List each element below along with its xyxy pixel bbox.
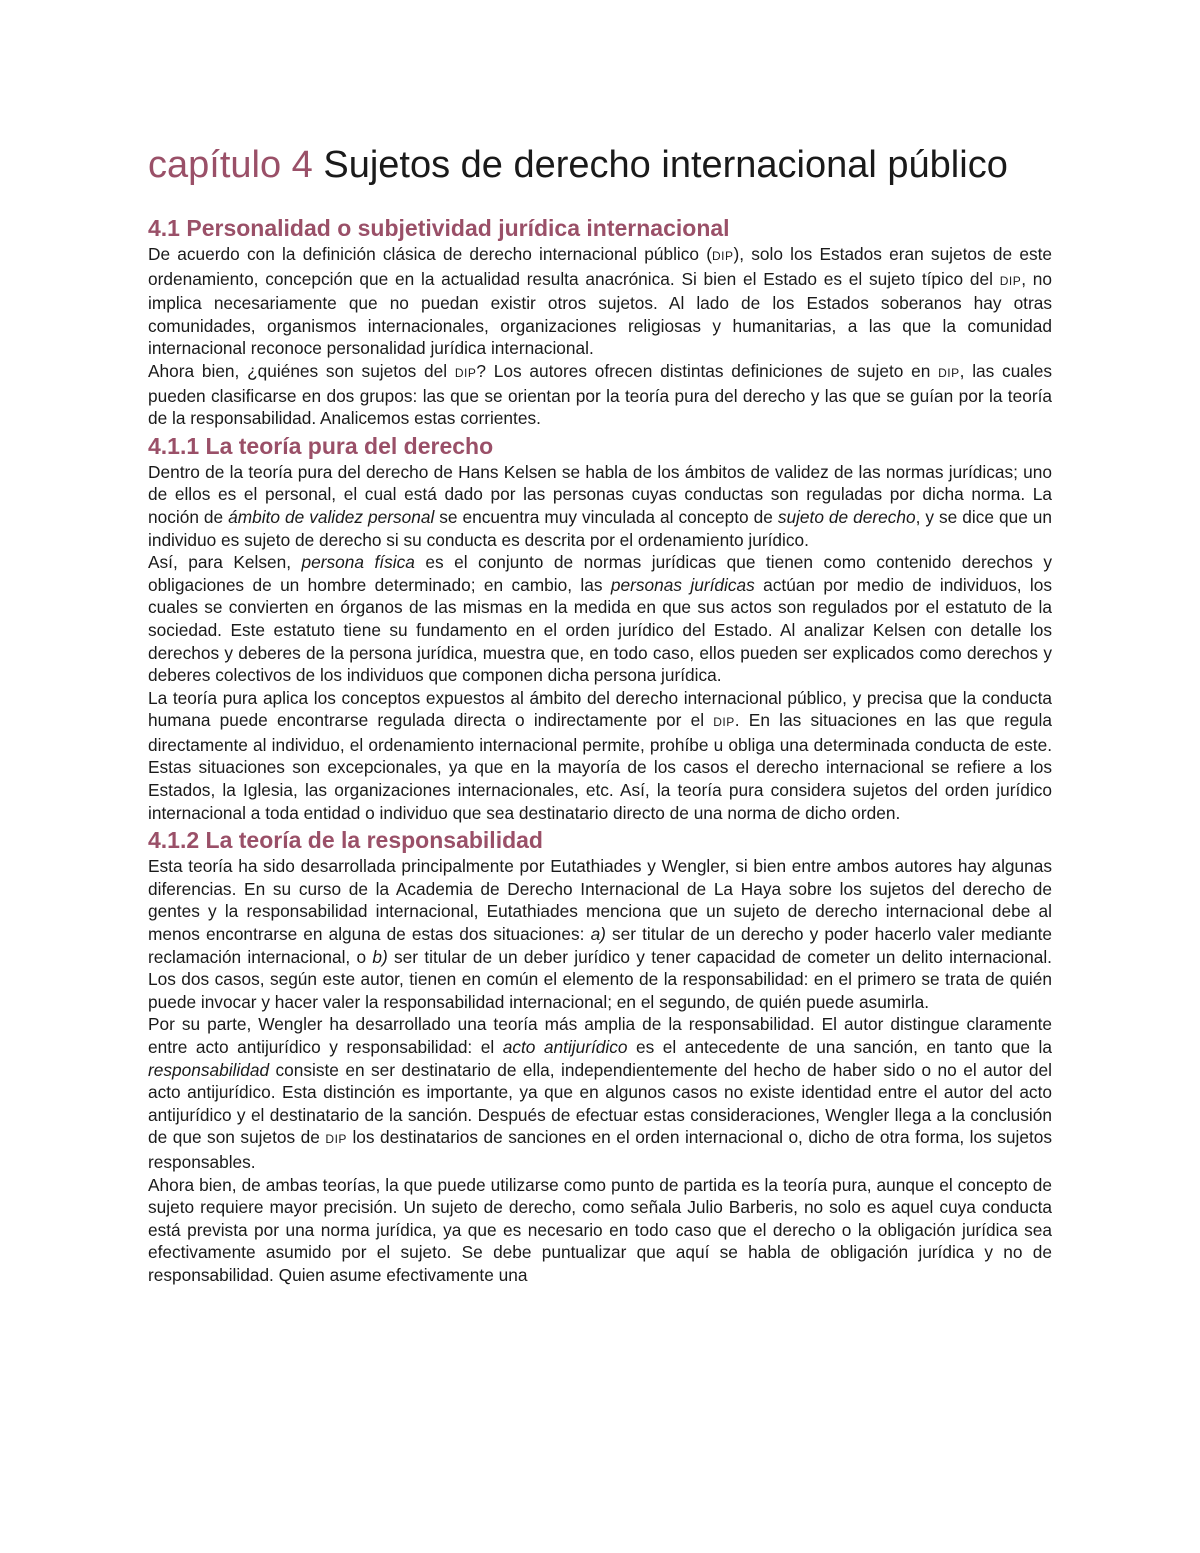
paragraph-4-1-1-b: Así, para Kelsen, persona física es el conjunto de normas jurídicas que tienen como contenido derechos y obligaciones de un hombre determinado; en cambio, las personas jurídicas actúan por medio de individuos, los cuales se convierten en órganos de las mismas en la medida en que sus actos son regulados por el estatuto de la sociedad. Este estatuto tiene su fundamento en el orden jurídico del Estado. Al analizar Kelsen con detalle los derechos y deberes de la persona jurídica, muestra que, en todo caso, ellos pueden ser explicados como derechos y deberes colectivos de los individuos que componen dicha persona jurídica. <box>148 552 1052 686</box>
chapter-number: capítulo 4 <box>148 144 313 186</box>
document-page <box>148 140 1052 1287</box>
section-heading-4-1: 4.1 Personalidad o subjetividad jurídica internacional <box>148 215 730 241</box>
chapter-name: Sujetos de derecho internacional público <box>323 144 1008 186</box>
paragraph-4-1-2-b: Por su parte, Wengler ha desarrollado una teoría más amplia de la responsabilidad. El autor distingue claramente entre acto antijurídico y responsabilidad: el acto antijurídico es el antecedente de una sanción, en tanto que la responsabilidad consiste en ser destinatario de ella, independientemente del hecho de haber sido o no el autor del acto antijurídico. Esta distinción es importante, ya que en algunos casos no existe identidad entre el autor del acto antijurídico y el destinatario de la sanción. Después de efectuar estas consideraciones, Wengler llega a la conclusión de que son sujetos de DIP los destinatarios de sanciones en el orden internacional o, dicho de otra forma, los sujetos responsables. <box>148 1014 1053 1172</box>
paragraph-4-1-2-c: Ahora bien, de ambas teorías, la que puede utilizarse como punto de partida es la teoría pura, aunque el concepto de sujeto requiere mayor precisión. Un sujeto de derecho, como señala Julio Barberis, no solo es aquel cuya conducta está prevista por una norma jurídica, ya que es necesario en todo caso que el derecho o la obligación jurídica sea efectivamente asumido por el sujeto. Se debe puntualizar que aquí se habla de obligación jurídica y no de responsabilidad. Quien asume efectivamente una <box>148 1174 1052 1285</box>
paragraph-4-1-a: De acuerdo con la definición clásica de derecho internacional público (DIP), solo los Estados eran sujetos de este ordenamiento, concepción que en la actualidad resulta anacrónica. Si bien el Estado es el sujeto típico del DIP, no implica necesariamente que no puedan existir otros sujetos. Al lado de los Estados soberanos hay otras comunidades, organismos internacionales, organizaciones religiosas y humanitarias, a las que la comunidad internacional reconoce personalidad jurídica internacional. <box>148 244 1052 359</box>
section-heading-4-1-2: 4.1.2 La teoría de la responsabilidad <box>148 827 543 854</box>
section-heading-4-1-1: 4.1.1 La teoría pura del derecho <box>148 432 494 459</box>
paragraph-4-1-1-c: La teoría pura aplica los conceptos expuestos al ámbito del derecho internacional público, y precisa que la conducta humana puede encontrarse regulada directa o indirectamente por el DIP. En las situaciones en las que regula directamente al individuo, el ordenamiento internacional permite, prohíbe u obliga una determinada conducta de este. Estas situaciones son excepcionales, ya que en la mayoría de los casos el derecho internacional se refiere a los Estados, la Iglesia, las organizaciones internacionales, etc. Así, la teoría pura considera sujetos del orden jurídico internacional a toda entidad o individuo que sea destinatario directo de una norma de dicho orden. <box>148 687 1052 823</box>
paragraph-4-1-b: Ahora bien, ¿quiénes son sujetos del DIP? Los autores ofrecen distintas definiciones de sujeto en DIP, las cuales pueden clasificarse en dos grupos: las que se orientan por la teoría pura del derecho y las que se guían por la teoría de la responsabilidad. Analicemos estas corrientes. <box>148 360 1053 429</box>
paragraph-4-1-2-a: Esta teoría ha sido desarrollada principalmente por Eutathiades y Wengler, si bien entre ambos autores hay algunas diferencias. En su curso de la Academia de Derecho Internacional de La Haya sobre los sujetos del derecho de gentes y la responsabilidad internacional, Eutathiades menciona que un sujeto de derecho internacional debe al menos encontrarse en alguna de estas dos situaciones: a) ser titular de un derecho y poder hacerlo valer mediante reclamación internacional, o b) ser titular de un deber jurídico y tener capacidad de cometer un delito internacional. Los dos casos, según este autor, tienen en común el elemento de la responsabilidad: en el primero se trata de quién puede invocar y hacer valer la responsabilidad internacional; en el segundo, de quién puede asumirla. <box>148 856 1052 1012</box>
paragraph-4-1-1-a: Dentro de la teoría pura del derecho de Hans Kelsen se habla de los ámbitos de validez de las normas jurídicas; uno de ellos es el personal, el cual está dado por las personas cuyas conductas son reguladas por dicha norma. La noción de ámbito de validez personal se encuentra muy vinculada al concepto de sujeto de derecho, y se dice que un individuo es sujeto de derecho si su conducta es descrita por el ordenamiento jurídico. <box>148 461 1053 550</box>
chapter-title <box>148 140 1052 190</box>
